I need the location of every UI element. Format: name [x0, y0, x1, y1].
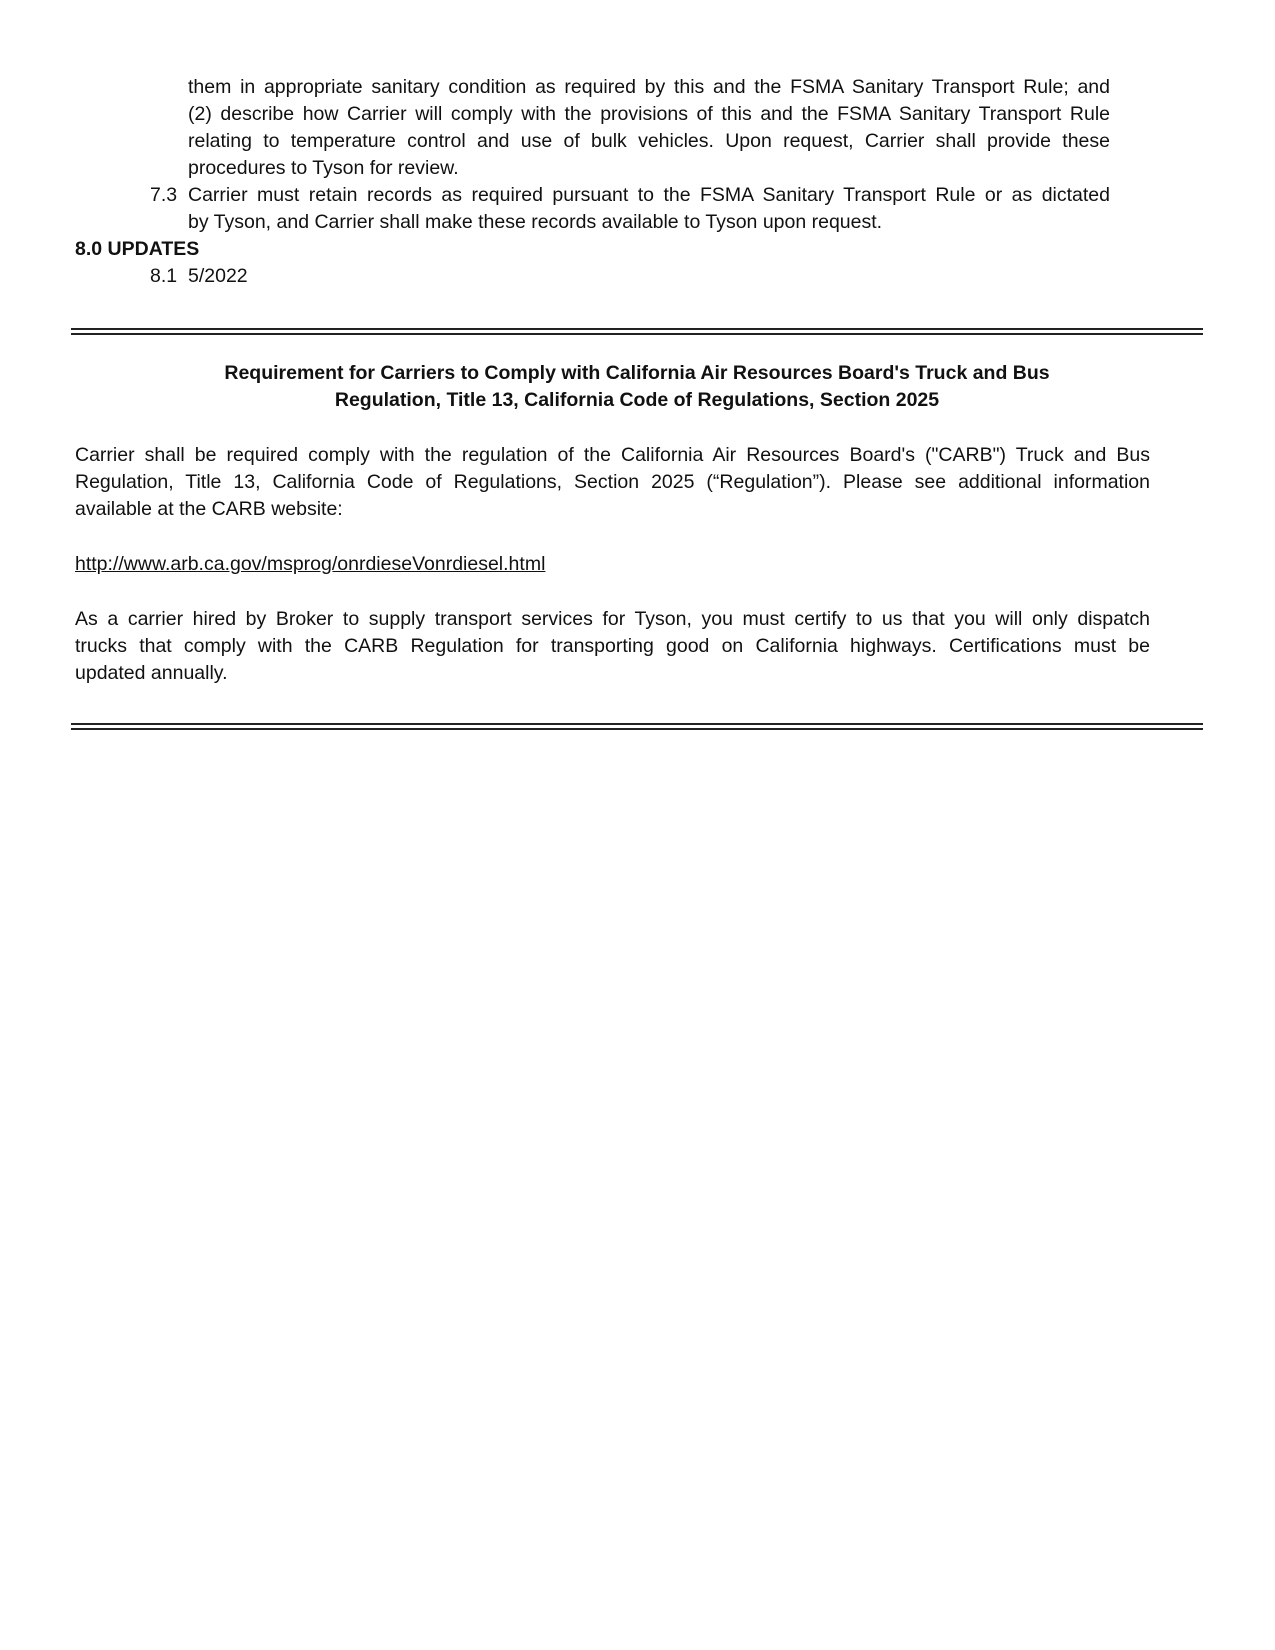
carb-paragraph-line: trucks that comply with the CARB Regulation for transporting good on California highways. Certifications must be [75, 635, 1150, 657]
item-7-3-number: 7.3 [150, 184, 178, 206]
section7-text-line: (2) describe how Carrier will comply with the provisions of this and the FSMA Sanitary Transport Rule [188, 103, 1110, 125]
section7-text-line: relating to temperature control and use of bulk vehicles. Upon request, Carrier shall provide these [188, 130, 1110, 152]
section7-text-line: procedures to Tyson for review. [188, 157, 459, 179]
section-8-heading: 8.0 UPDATES [75, 238, 200, 260]
section7-text-line: them in appropriate sanitary condition as required by this and the FSMA Sanitary Transport Rule; and [188, 76, 1110, 98]
carb-paragraph-line: updated annually. [75, 662, 228, 684]
item-8-1-number: 8.1 [150, 265, 178, 287]
carb-website-link[interactable]: http://www.arb.ca.gov/msprog/onrdieseVonrdiesel.html [75, 553, 546, 575]
carb-paragraph-line: Carrier shall be required comply with the regulation of the California Air Resources Board's ("CARB") Truck and Bus [75, 444, 1150, 466]
carb-paragraph-line: As a carrier hired by Broker to supply transport services for Tyson, you must certify to us that you will only dispatch [75, 608, 1150, 630]
carb-title-line: Regulation, Title 13, California Code of Regulations, Section 2025 [334, 389, 940, 411]
carb-paragraph-line: Regulation, Title 13, California Code of Regulations, Section 2025 (“Regulation”). Please see additional information [75, 471, 1150, 493]
carb-title-line: Requirement for Carriers to Comply with California Air Resources Board's Truck and Bus [224, 362, 1050, 384]
item-7-3-text-line: by Tyson, and Carrier shall make these records available to Tyson upon request. [188, 211, 883, 233]
item-8-1-text: 5/2022 [188, 265, 248, 287]
carb-website-link-wrapper [75, 551, 545, 578]
carb-paragraph-line: available at the CARB website: [75, 498, 343, 520]
double-rule-divider [71, 723, 1203, 730]
item-7-3-text-line: Carrier must retain records as required pursuant to the FSMA Sanitary Transport Rule or as dictated [188, 184, 1110, 206]
double-rule-divider [71, 328, 1203, 335]
